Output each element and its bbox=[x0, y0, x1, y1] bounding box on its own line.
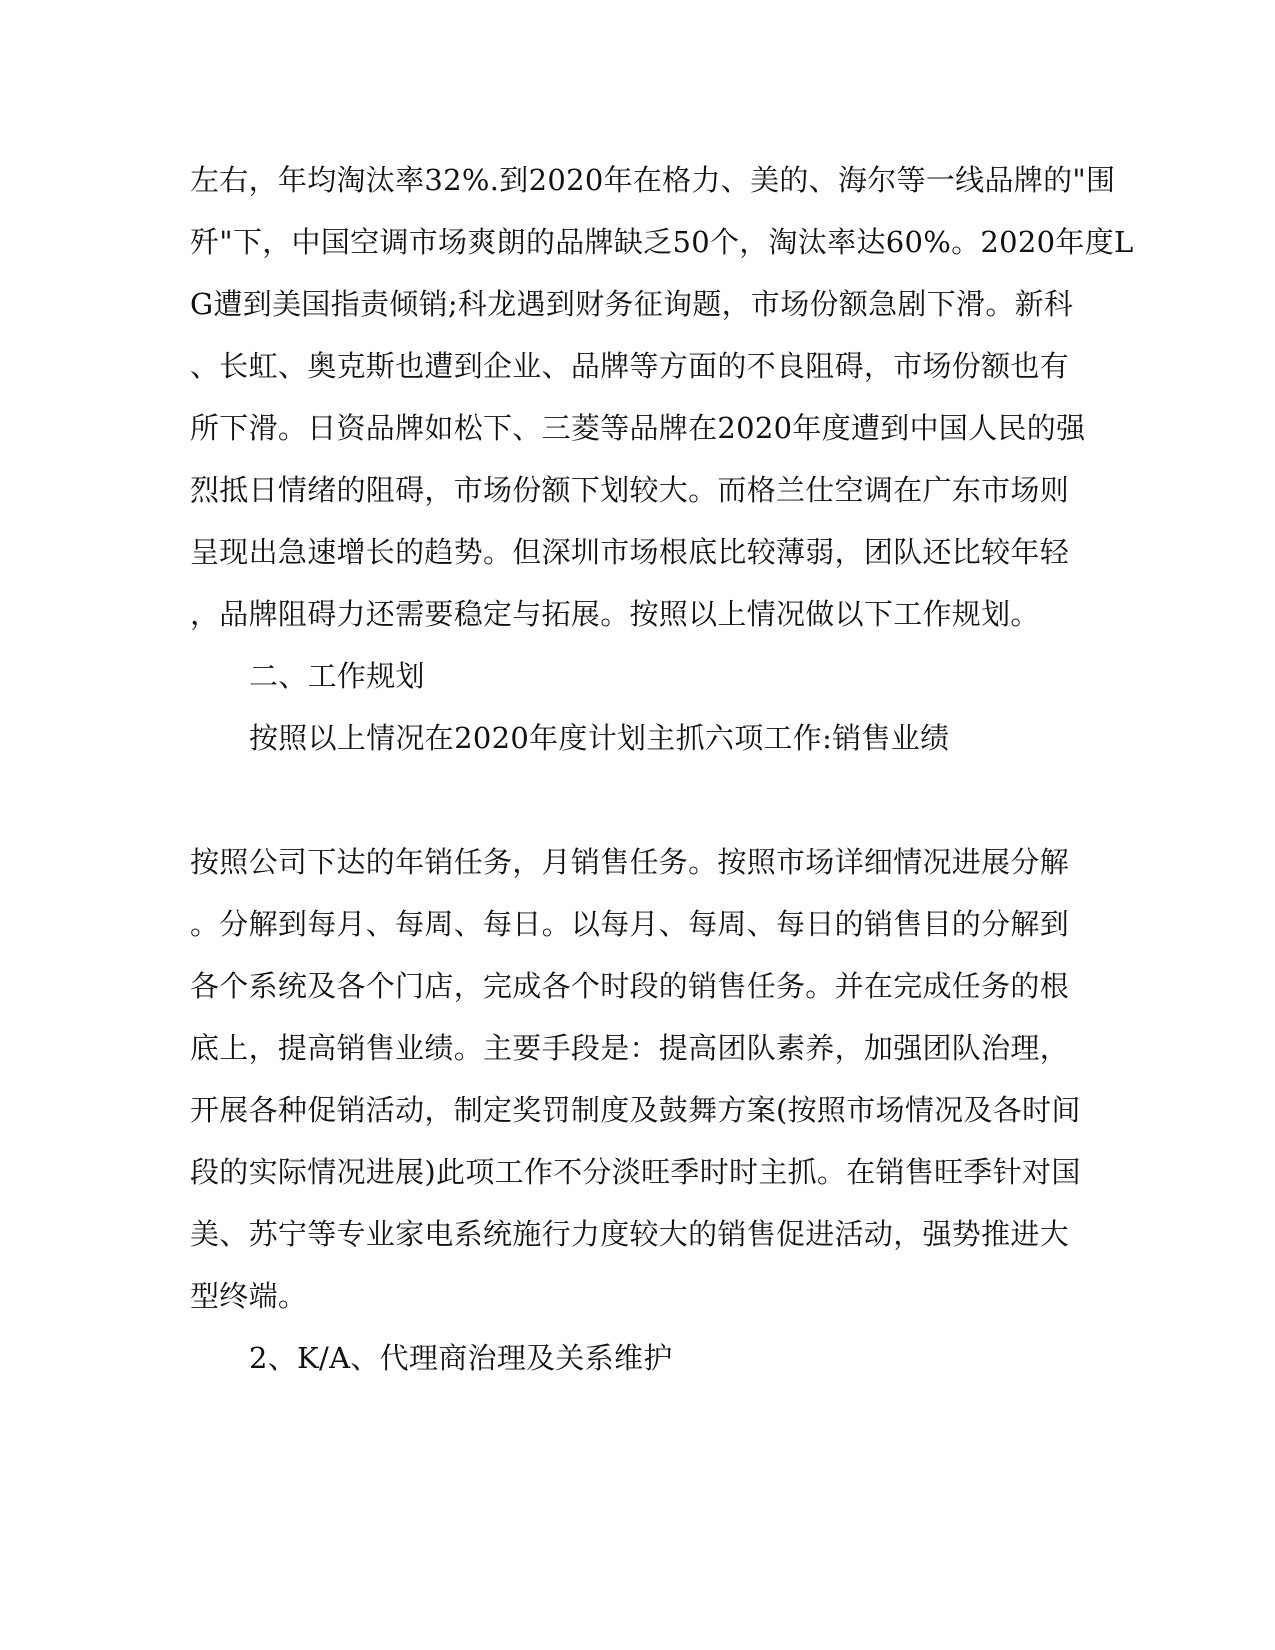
paragraph-2-line-1: 按照公司下达的年销任务，月销售任务。按照市场详细情况进展分解 bbox=[190, 845, 1070, 879]
paragraph-1-line-6: 烈抵日情绪的阻碍，市场份额下划较大。而格兰仕空调在广东市场则 bbox=[190, 473, 1070, 507]
paragraph-1-line-7: 呈现出急速增长的趋势。但深圳市场根底比较薄弱，团队还比较年轻 bbox=[190, 535, 1070, 569]
paragraph-2-line-7: 美、苏宁等专业家电系统施行力度较大的销售促进活动，强势推进大 bbox=[190, 1217, 1070, 1251]
paragraph-1-line-5: 所下滑。日资品牌如松下、三菱等品牌在2020年度遭到中国人民的强 bbox=[190, 411, 1086, 445]
paragraph-1-line-8: ，品牌阻碍力还需要稳定与拓展。按照以上情况做以下工作规划。 bbox=[190, 597, 1040, 631]
paragraph-2-line-5: 开展各种促销活动，制定奖罚制度及鼓舞方案(按照市场情况及各时间 bbox=[190, 1093, 1081, 1127]
paragraph-2-line-8: 型终端。 bbox=[190, 1279, 308, 1313]
paragraph-2-line-4: 底上，提高销售业绩。主要手段是：提高团队素养，加强团队治理， bbox=[190, 1031, 1070, 1065]
section-heading: 二、工作规划 bbox=[249, 659, 425, 693]
paragraph-2-line-3: 各个系统及各个门店，完成各个时段的销售任务。并在完成任务的根 bbox=[190, 969, 1070, 1003]
paragraph-2-line-2: 。分解到每月、每周、每日。以每月、每周、每日的销售目的分解到 bbox=[190, 907, 1070, 941]
paragraph-1-line-2: 歼"下，中国空调市场爽朗的品牌缺乏50个，淘汰率达60%。2020年度L bbox=[190, 225, 1134, 259]
paragraph-1-line-3: G遭到美国指责倾销;科龙遇到财务征询题，市场份额急剧下滑。新科 bbox=[190, 287, 1074, 321]
item-2-heading: 2、K/A、代理商治理及关系维护 bbox=[249, 1341, 673, 1375]
paragraph-1-line-4: 、长虹、奥克斯也遭到企业、品牌等方面的不良阻碍，市场份额也有 bbox=[190, 349, 1070, 383]
paragraph-1-line-1: 左右，年均淘汰率32%.到2020年在格力、美的、海尔等一线品牌的"围 bbox=[190, 163, 1116, 197]
paragraph-2-line-6: 段的实际情况进展)此项工作不分淡旺季时时主抓。在销售旺季针对国 bbox=[190, 1155, 1081, 1189]
intro-line: 按照以上情况在2020年度计划主抓六项工作:销售业绩 bbox=[249, 721, 950, 755]
